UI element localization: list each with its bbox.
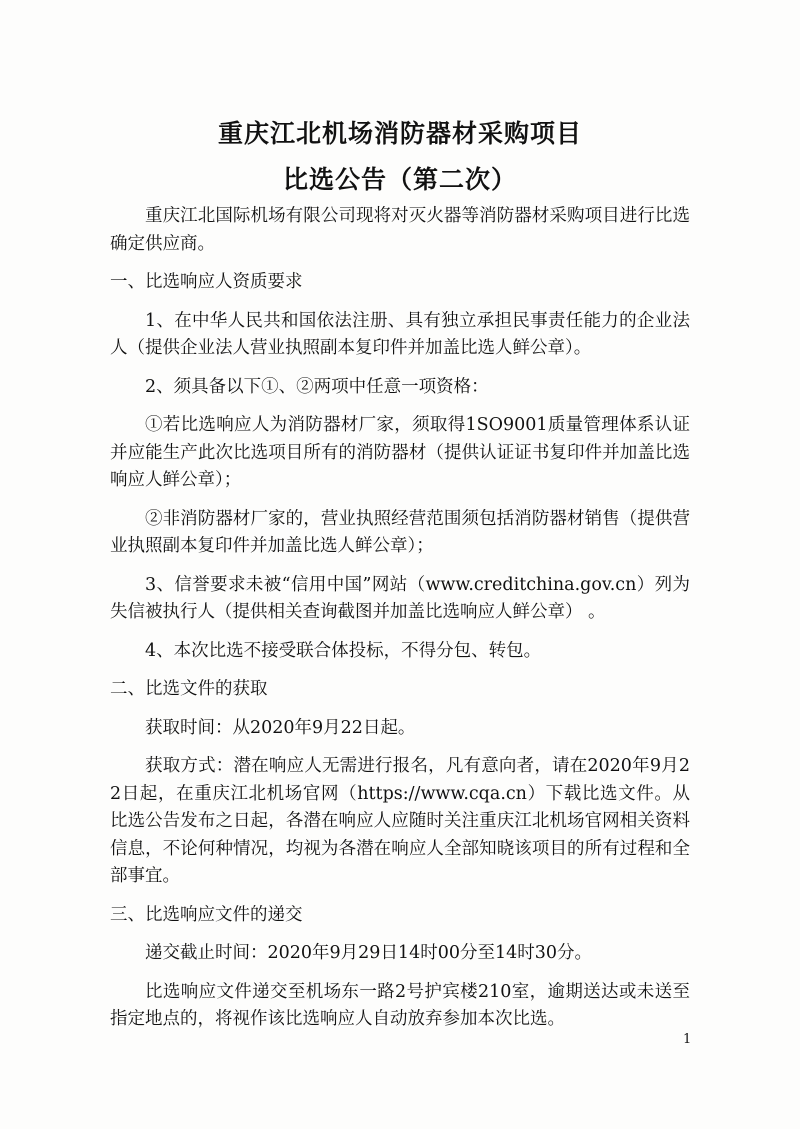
document-title: 重庆江北机场消防器材采购项目	[217, 119, 582, 148]
section-1-item-1: 1、在中华人民共和国依法注册、具有独立承担民事责任能力的企业法人（提供企业法人营业执照副本复印件并加盖比选人鲜公章）。	[110, 310, 690, 358]
section-2-heading: 二、比选文件的获取	[110, 679, 268, 699]
section-1-item-2: 2、须具备以下①、②两项中任意一项资格：	[145, 376, 489, 397]
section-2-time: 获取时间：从2020年9月22日起。	[145, 717, 416, 738]
section-3-deadline: 递交截止时间：2020年9月29日14时00分至14时30分。	[145, 943, 593, 963]
intro-paragraph: 重庆江北国际机场有限公司现将对灭火器等消防器材采购项目进行比选确定供应商。	[110, 206, 690, 254]
section-3-heading: 三、比选响应文件的递交	[110, 904, 303, 925]
document-subtitle: 比选公告（第二次）	[282, 165, 517, 194]
section-1-item-2a: ①若比选响应人为消防器材厂家，须取得1SO9001质量管理体系认证并应能生产此次比选项目所有的消防器材（提供认证证书复印件并加盖比选响应人鲜公章）；	[110, 415, 690, 490]
section-3-location: 比选响应文件递交至机场东一路2号护宾楼210室，逾期送达或未送至指定地点的，将视作该比选响应人自动放弃参加本次比选。	[110, 981, 690, 1029]
section-1-item-3: 3、信誉要求未被“信用中国”网站（www.creditchina.gov.cn）列为失信被执行人（提供相关查询截图并加盖比选响应人鲜公章） 。	[110, 574, 690, 622]
page-number: 1	[683, 1032, 692, 1047]
section-1-item-2b: ②非消防器材厂家的，营业执照经营范围须包括消防器材销售（提供营业执照副本复印件并加盖比选人鲜公章）；	[110, 508, 690, 556]
document-body	[110, 203, 690, 1045]
section-2-method: 获取方式：潜在响应人无需进行报名，凡有意向者，请在2020年9月22日起，在重庆江北机场官网（https://www.cqa.cn）下载比选文件。从比选公告发布之日起，各潜在响应人应随时关注重庆江北机场官网相关资料信息，不论何种情况，均视为各潜在响应人全部知晓该项目的所有过程和全部事宜。	[110, 756, 690, 886]
section-1-item-4: 4、本次比选不接受联合体投标，不得分包、转包。	[145, 640, 542, 661]
section-1-heading: 一、比选响应人资质要求	[110, 272, 303, 292]
